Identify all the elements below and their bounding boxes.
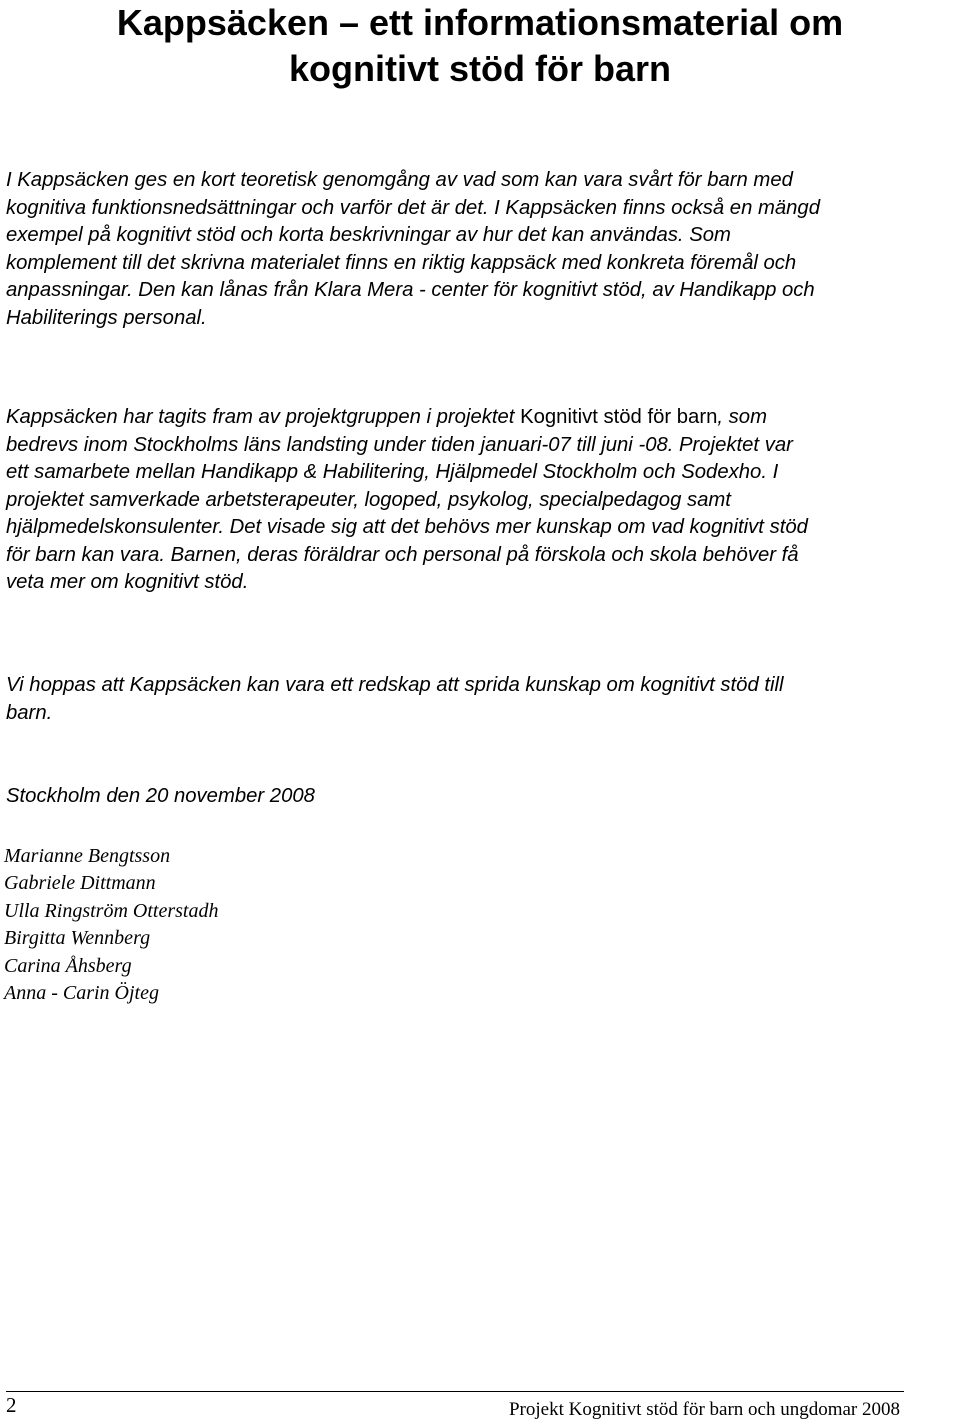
- project-line: veta mer om kognitivt stöd.: [6, 571, 249, 593]
- dateline: [6, 783, 956, 811]
- author-name: Anna - Carin Öjteg: [4, 982, 159, 1005]
- project-line-lead: Kappsäcken har tagits fram av projektgruppen i projektet: [6, 406, 521, 428]
- project-line: bedrevs inom Stockholms läns landsting under tiden januari-07 till juni -08. Projektet var: [6, 433, 793, 456]
- footer-text: Projekt Kognitivt stöd för barn och ungdomar 2008: [508, 1399, 900, 1420]
- project-line: projektet samverkade arbetsterapeuter, logoped, psykolog, specialpedagog samt: [6, 488, 731, 511]
- author-name: Ulla Ringström Otterstadh: [4, 899, 219, 922]
- intro-line: anpassningar. Den kan lånas från Klara Mera - center för kognitivt stöd, av Handikapp och: [6, 279, 815, 301]
- closing-line: Vi hoppas att Kappsäcken kan vara ett redskap att sprida kunskap om kognitivt stöd till: [6, 674, 784, 696]
- project-line-tail: , som: [717, 406, 767, 428]
- project-name: Kognitivt stöd för barn: [520, 406, 718, 428]
- intro-line: I Kappsäcken ges en kort teoretisk genomgång av vad som kan vara svårt för barn med: [6, 169, 793, 191]
- page-number: 2: [6, 1393, 17, 1417]
- intro-line: kognitiva funktionsnedsättningar och varför det är det. I Kappsäcken finns också en mängd: [6, 196, 820, 219]
- footer-divider: [6, 1391, 904, 1392]
- dateline-text: Stockholm den 20 november 2008: [6, 785, 315, 807]
- author-list: [4, 843, 218, 1007]
- author-name: Marianne Bengtsson: [4, 845, 171, 867]
- intro-line: exempel på kognitivt stöd och korta beskrivningar av hur det kan användas. Som: [6, 224, 731, 246]
- project-line: hjälpmedelskonsulenter. Det visade sig att det behövs mer kunskap om vad kognitivt stöd: [6, 516, 808, 538]
- closing-line: barn.: [6, 701, 53, 724]
- title-line: kognitivt stöd för barn: [289, 48, 671, 89]
- document-title: [0, 0, 960, 92]
- project-paragraph: [6, 404, 956, 597]
- author-name: Carina Åhsberg: [4, 954, 132, 977]
- author-name: Birgitta Wennberg: [4, 927, 151, 950]
- intro-line: komplement till det skrivna materialet finns en riktig kappsäck med konkreta föremål och: [6, 251, 797, 274]
- title-line: Kappsäcken – ett informationsmaterial om: [116, 2, 844, 43]
- project-line: [6, 404, 956, 432]
- author-name: Gabriele Dittmann: [4, 872, 156, 895]
- project-line: ett samarbete mellan Handikapp & Habilitering, Hjälpmedel Stockholm och Sodexho. I: [6, 461, 779, 483]
- intro-paragraph: [6, 167, 956, 332]
- intro-line: Habiliterings personal.: [6, 306, 207, 329]
- project-line: för barn kan vara. Barnen, deras föräldrar och personal på förskola och skola behöver få: [6, 543, 799, 566]
- closing-paragraph: [6, 672, 956, 727]
